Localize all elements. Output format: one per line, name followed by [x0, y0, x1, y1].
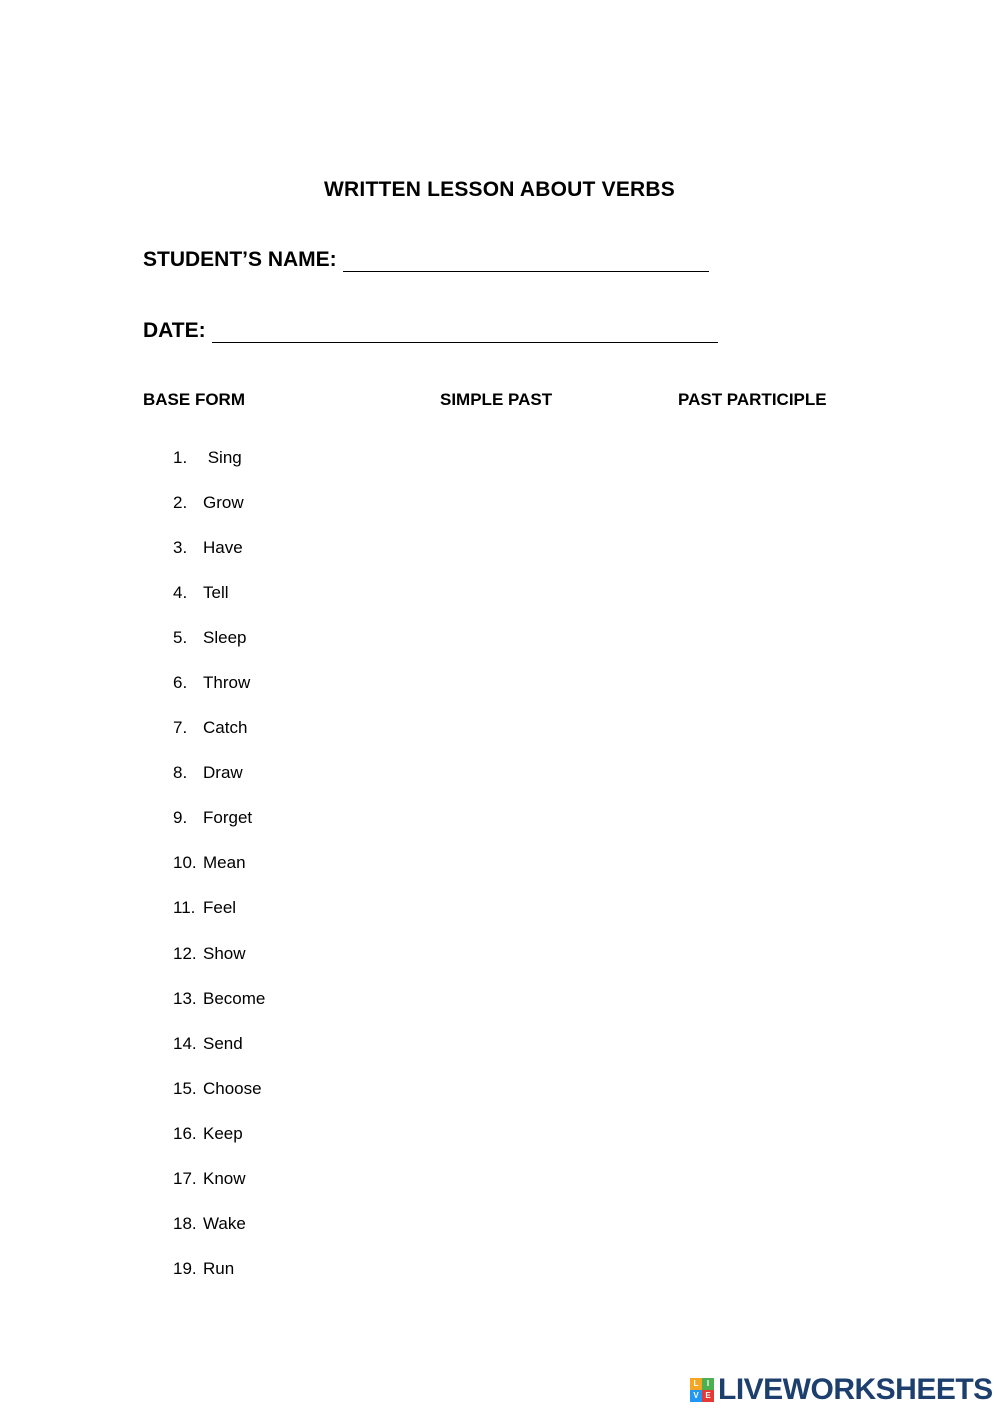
verb-list-item [173, 538, 265, 583]
verb-number: 16. [173, 1123, 197, 1143]
verb-list-item [173, 718, 265, 763]
verb-number: 1. [173, 448, 188, 467]
verb-number: 8. [173, 763, 188, 783]
verb-number: 7. [173, 718, 188, 738]
verb-base-form: Tell [203, 583, 229, 603]
column-header-past-participle: PAST PARTICIPLE [678, 390, 827, 409]
verb-list-item [173, 1034, 265, 1079]
verb-base-form: Become [203, 988, 266, 1008]
verb-list-item [173, 583, 265, 628]
liveworksheets-logo-icon [690, 1378, 714, 1402]
verb-list-item [173, 989, 265, 1034]
verb-number: 13. [173, 988, 197, 1008]
verb-list [173, 448, 265, 1304]
column-header-base-form: BASE FORM [143, 390, 245, 409]
verb-base-form: Show [203, 943, 246, 963]
verb-list-item [173, 853, 265, 898]
student-name-blank[interactable] [343, 253, 709, 272]
brand-name: LIVEWORKSHEETS [718, 1373, 993, 1406]
student-name-field [143, 248, 709, 272]
verb-list-item [173, 944, 265, 989]
date-label: DATE: [143, 319, 206, 342]
verb-number: 18. [173, 1213, 197, 1233]
logo-tile: E [702, 1390, 714, 1402]
verb-number: 19. [173, 1258, 197, 1278]
verb-number: 4. [173, 583, 188, 603]
verb-number: 14. [173, 1033, 197, 1053]
verb-base-form: Wake [203, 1213, 246, 1233]
verb-list-item [173, 1079, 265, 1124]
verb-list-item [173, 493, 265, 538]
page-title: WRITTEN LESSON ABOUT VERBS [324, 178, 675, 201]
logo-tile: L [690, 1378, 702, 1390]
verb-base-form: Draw [203, 763, 243, 783]
verb-base-form: Choose [203, 1078, 262, 1098]
logo-tile: I [702, 1378, 714, 1390]
verb-number: 9. [173, 808, 188, 828]
verb-base-form: Have [203, 538, 243, 558]
verb-base-form: Mean [203, 853, 246, 873]
verb-number: 11. [173, 898, 196, 918]
verb-base-form: Feel [203, 898, 237, 918]
verb-base-form: Sing [203, 448, 242, 467]
verb-base-form: Grow [203, 493, 244, 513]
verb-base-form: Sleep [203, 628, 247, 648]
verb-list-item [173, 1214, 265, 1259]
verb-base-form: Know [203, 1168, 246, 1188]
verb-list-item [173, 673, 265, 718]
verb-list-item [173, 1124, 265, 1169]
verb-number: 12. [173, 943, 197, 963]
date-field [143, 319, 718, 343]
brand-footer [690, 1373, 993, 1407]
verb-base-form: Send [203, 1033, 243, 1053]
verb-number: 2. [173, 493, 188, 513]
verb-list-item [173, 448, 265, 493]
verb-base-form: Run [203, 1258, 235, 1278]
verb-number: 17. [173, 1168, 197, 1188]
verb-list-item [173, 628, 265, 673]
verb-number: 15. [173, 1078, 197, 1098]
verb-base-form: Catch [203, 718, 248, 738]
student-name-label: STUDENT’S NAME: [143, 248, 337, 271]
verb-base-form: Throw [203, 673, 251, 693]
verb-number: 6. [173, 673, 188, 693]
column-header-simple-past: SIMPLE PAST [440, 390, 553, 409]
verb-list-item [173, 808, 265, 853]
verb-number: 10. [173, 853, 197, 873]
verb-list-item [173, 898, 265, 943]
verb-number: 3. [173, 538, 188, 558]
verb-list-item [173, 1259, 265, 1304]
date-blank[interactable] [212, 324, 718, 343]
verb-list-item [173, 1169, 265, 1214]
verb-base-form: Forget [203, 808, 253, 828]
logo-tile: V [690, 1390, 702, 1402]
verb-base-form: Keep [203, 1123, 243, 1143]
verb-number: 5. [173, 628, 188, 648]
verb-list-item [173, 763, 265, 808]
